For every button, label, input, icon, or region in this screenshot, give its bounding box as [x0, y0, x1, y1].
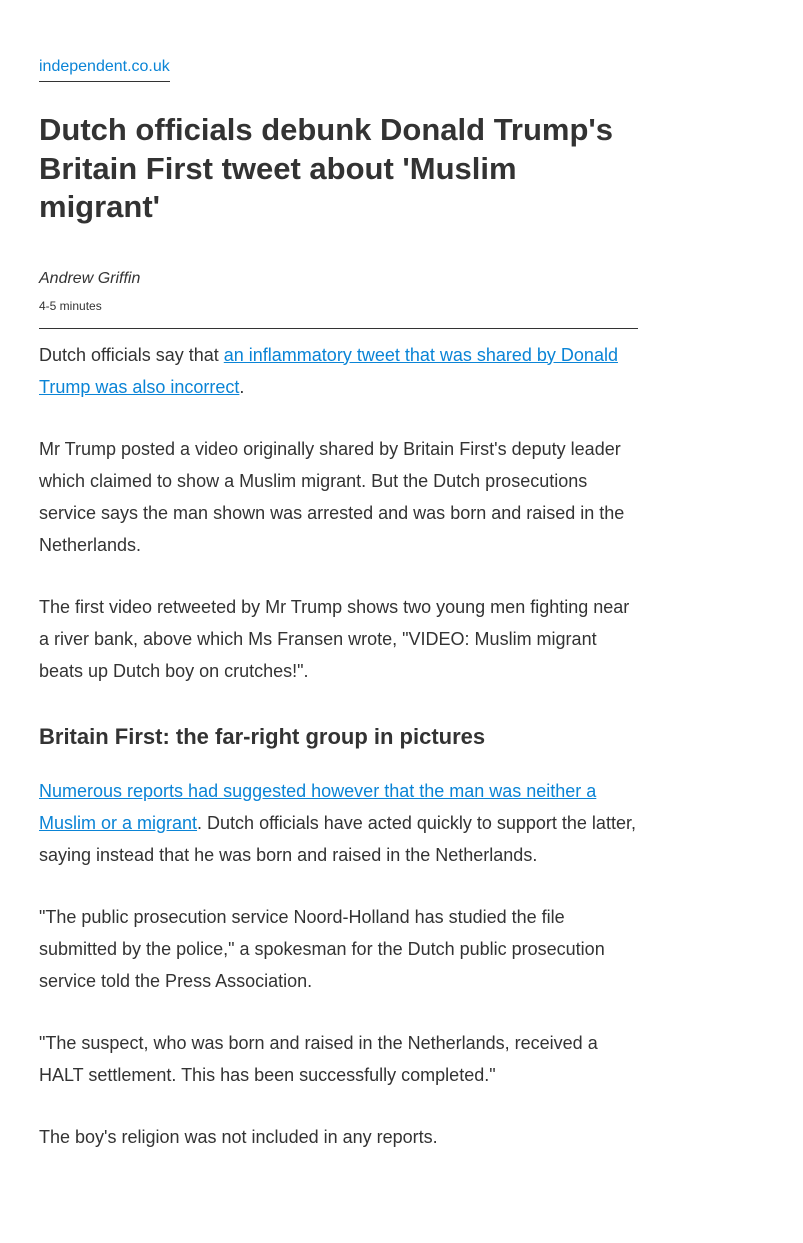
reading-time: 4-5 minutes — [39, 298, 102, 313]
paragraph-4 — [39, 751, 638, 871]
article-author: Andrew Griffin — [39, 269, 141, 287]
article-body — [39, 329, 638, 1153]
paragraph-4-trailing-text: . Dutch officials have acted quickly to support the latter, saying instead that he was born and raised in the Netherlands. — [39, 812, 636, 865]
source-link[interactable]: independent.co.uk — [39, 56, 170, 82]
numerous-reports-link[interactable]: Numerous reports had suggested however that the man was neither a Muslim or a migrant — [39, 780, 597, 833]
paragraph-1-trailing-text: . — [239, 376, 245, 397]
paragraph-3: The first video retweeted by Mr Trump shows two young men fighting near a river bank, above which Ms Fransen wrote, "VIDEO: Muslim migrant beats up Dutch boy on crutches!". — [39, 596, 630, 681]
article-title: Dutch officials debunk Donald Trump's Britain First tweet about 'Muslim migrant' — [39, 112, 614, 224]
article — [39, 0, 638, 1153]
section-subheading: Britain First: the far-right group in pictures — [39, 723, 486, 749]
paragraph-7: The boy's religion was not included in any reports. — [39, 1126, 438, 1147]
paragraph-1 — [39, 329, 638, 403]
source-header — [39, 56, 638, 86]
paragraph-1-lead-text: Dutch officials say that — [39, 344, 224, 365]
paragraph-6: "The suspect, who was born and raised in the Netherlands, received a HALT settlement. This has been successfully completed." — [39, 1032, 598, 1085]
paragraph-2: Mr Trump posted a video originally shared by Britain First's deputy leader which claimed to show a Muslim migrant. But the Dutch prosecutions service says the man shown was arrested and was born and raised in the Netherlands. — [39, 438, 625, 555]
inflammatory-tweet-link[interactable]: an inflammatory tweet that was shared by Donald Trump was also incorrect — [39, 344, 618, 397]
paragraph-5: "The public prosecution service Noord-Holland has studied the file submitted by the police," a spokesman for the Dutch public prosecution service told the Press Association. — [39, 906, 605, 991]
